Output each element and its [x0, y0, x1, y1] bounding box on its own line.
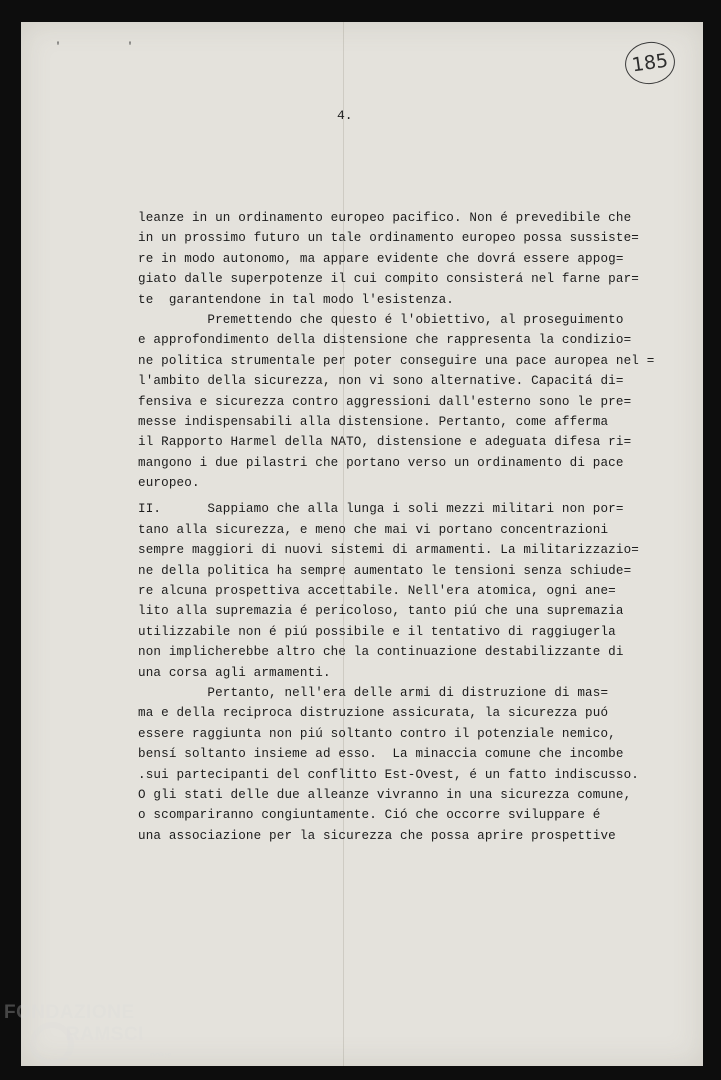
text-line: essere raggiunta non piú soltanto contro il potenziale nemico, [138, 726, 616, 741]
text-line: l'ambito della sicurezza, non vi sono alternative. Capacitá di= [138, 374, 624, 389]
text-line: Premettendo che questo é l'obiettivo, al proseguimento [138, 312, 624, 327]
text-line: II. Sappiamo che alla lunga i soli mezzi militari non por= [138, 502, 624, 517]
archive-number: 185 [630, 49, 670, 77]
text-line: il Rapporto Harmel della NATO, distensione e adeguata difesa ri= [138, 435, 632, 450]
page-number: 4. [337, 108, 353, 123]
text-line: tano alla sicurezza, e meno che mai vi portano concentrazioni [138, 522, 609, 537]
text-line: utilizzabile non é piú possibile e il tentativo di raggiugerla [138, 624, 616, 639]
logo-text-top: FONDAZIONE [4, 1002, 135, 1023]
text-line: ma e della reciproca distruzione assicurata, la sicurezza puó [138, 706, 609, 721]
text-line: Pertanto, nell'era delle armi di distruzione di mas= [138, 685, 609, 700]
fondazione-gramsci-logo [4, 1000, 194, 1076]
logo-text-bottom: RAMSCI [66, 1024, 144, 1045]
text-line: re alcuna prospettiva accettabile. Nell'era atomica, ogni ane= [138, 584, 616, 599]
archive-number-stamp [622, 39, 677, 88]
text-line: non implicherebbe altro che la continuazione destabilizzante di [138, 645, 624, 660]
corner-marks: ' ' [55, 42, 164, 53]
text-line: mangono i due pilastri che portano verso un ordinamento di pace [138, 455, 624, 470]
text-line: bensí soltanto insieme ad esso. La minaccia comune che incombe [138, 747, 624, 762]
text-line: fensiva e sicurezza contro aggressioni dall'esterno sono le pre= [138, 394, 632, 409]
text-line: e approfondimento della distensione che rappresenta la condizio= [138, 333, 632, 348]
text-line: re in modo autonomo, ma appare evidente che dovrá essere appog= [138, 251, 624, 266]
text-line: leanze in un ordinamento europeo pacifico. Non é prevedibile che [138, 211, 632, 225]
text-line: O gli stati delle due alleanze vivranno in una sicurezza comune, [138, 787, 632, 802]
text-line: o scompariranno congiuntamente. Ció che occorre sviluppare é [138, 808, 601, 823]
text-line: .sui partecipanti del conflitto Est-Ovest, é un fatto indiscusso. [138, 767, 639, 782]
text-line: lito alla supremazia é pericoloso, tanto piú che una supremazia [138, 604, 624, 619]
text-line: ne della politica ha sempre aumentato le tensioni senza schiude= [138, 563, 632, 578]
text-line: te garantendone in tal modo l'esistenza. [138, 292, 455, 307]
text-line: una associazione per la sicurezza che possa aprire prospettive [138, 828, 616, 843]
logo-text-onlus: onlus [150, 1050, 172, 1060]
text-line: in un prossimo futuro un tale ordinamento europeo possa sussiste= [138, 231, 639, 246]
text-line: ne politica strumentale per poter conseguire una pace auropea nel = [138, 353, 655, 368]
body-text [138, 208, 678, 846]
text-line: una corsa agli armamenti. [138, 665, 331, 680]
text-line: sempre maggiori di nuovi sistemi di armamenti. La militarizzazio= [138, 543, 639, 558]
text-line: europeo. [138, 476, 200, 491]
text-line: giato dalle superpotenze il cui compito consisterá nel farne par= [138, 272, 639, 287]
text-line: messe indispensabili alla distensione. Pertanto, come afferma [138, 414, 609, 429]
document-page [21, 22, 703, 1066]
